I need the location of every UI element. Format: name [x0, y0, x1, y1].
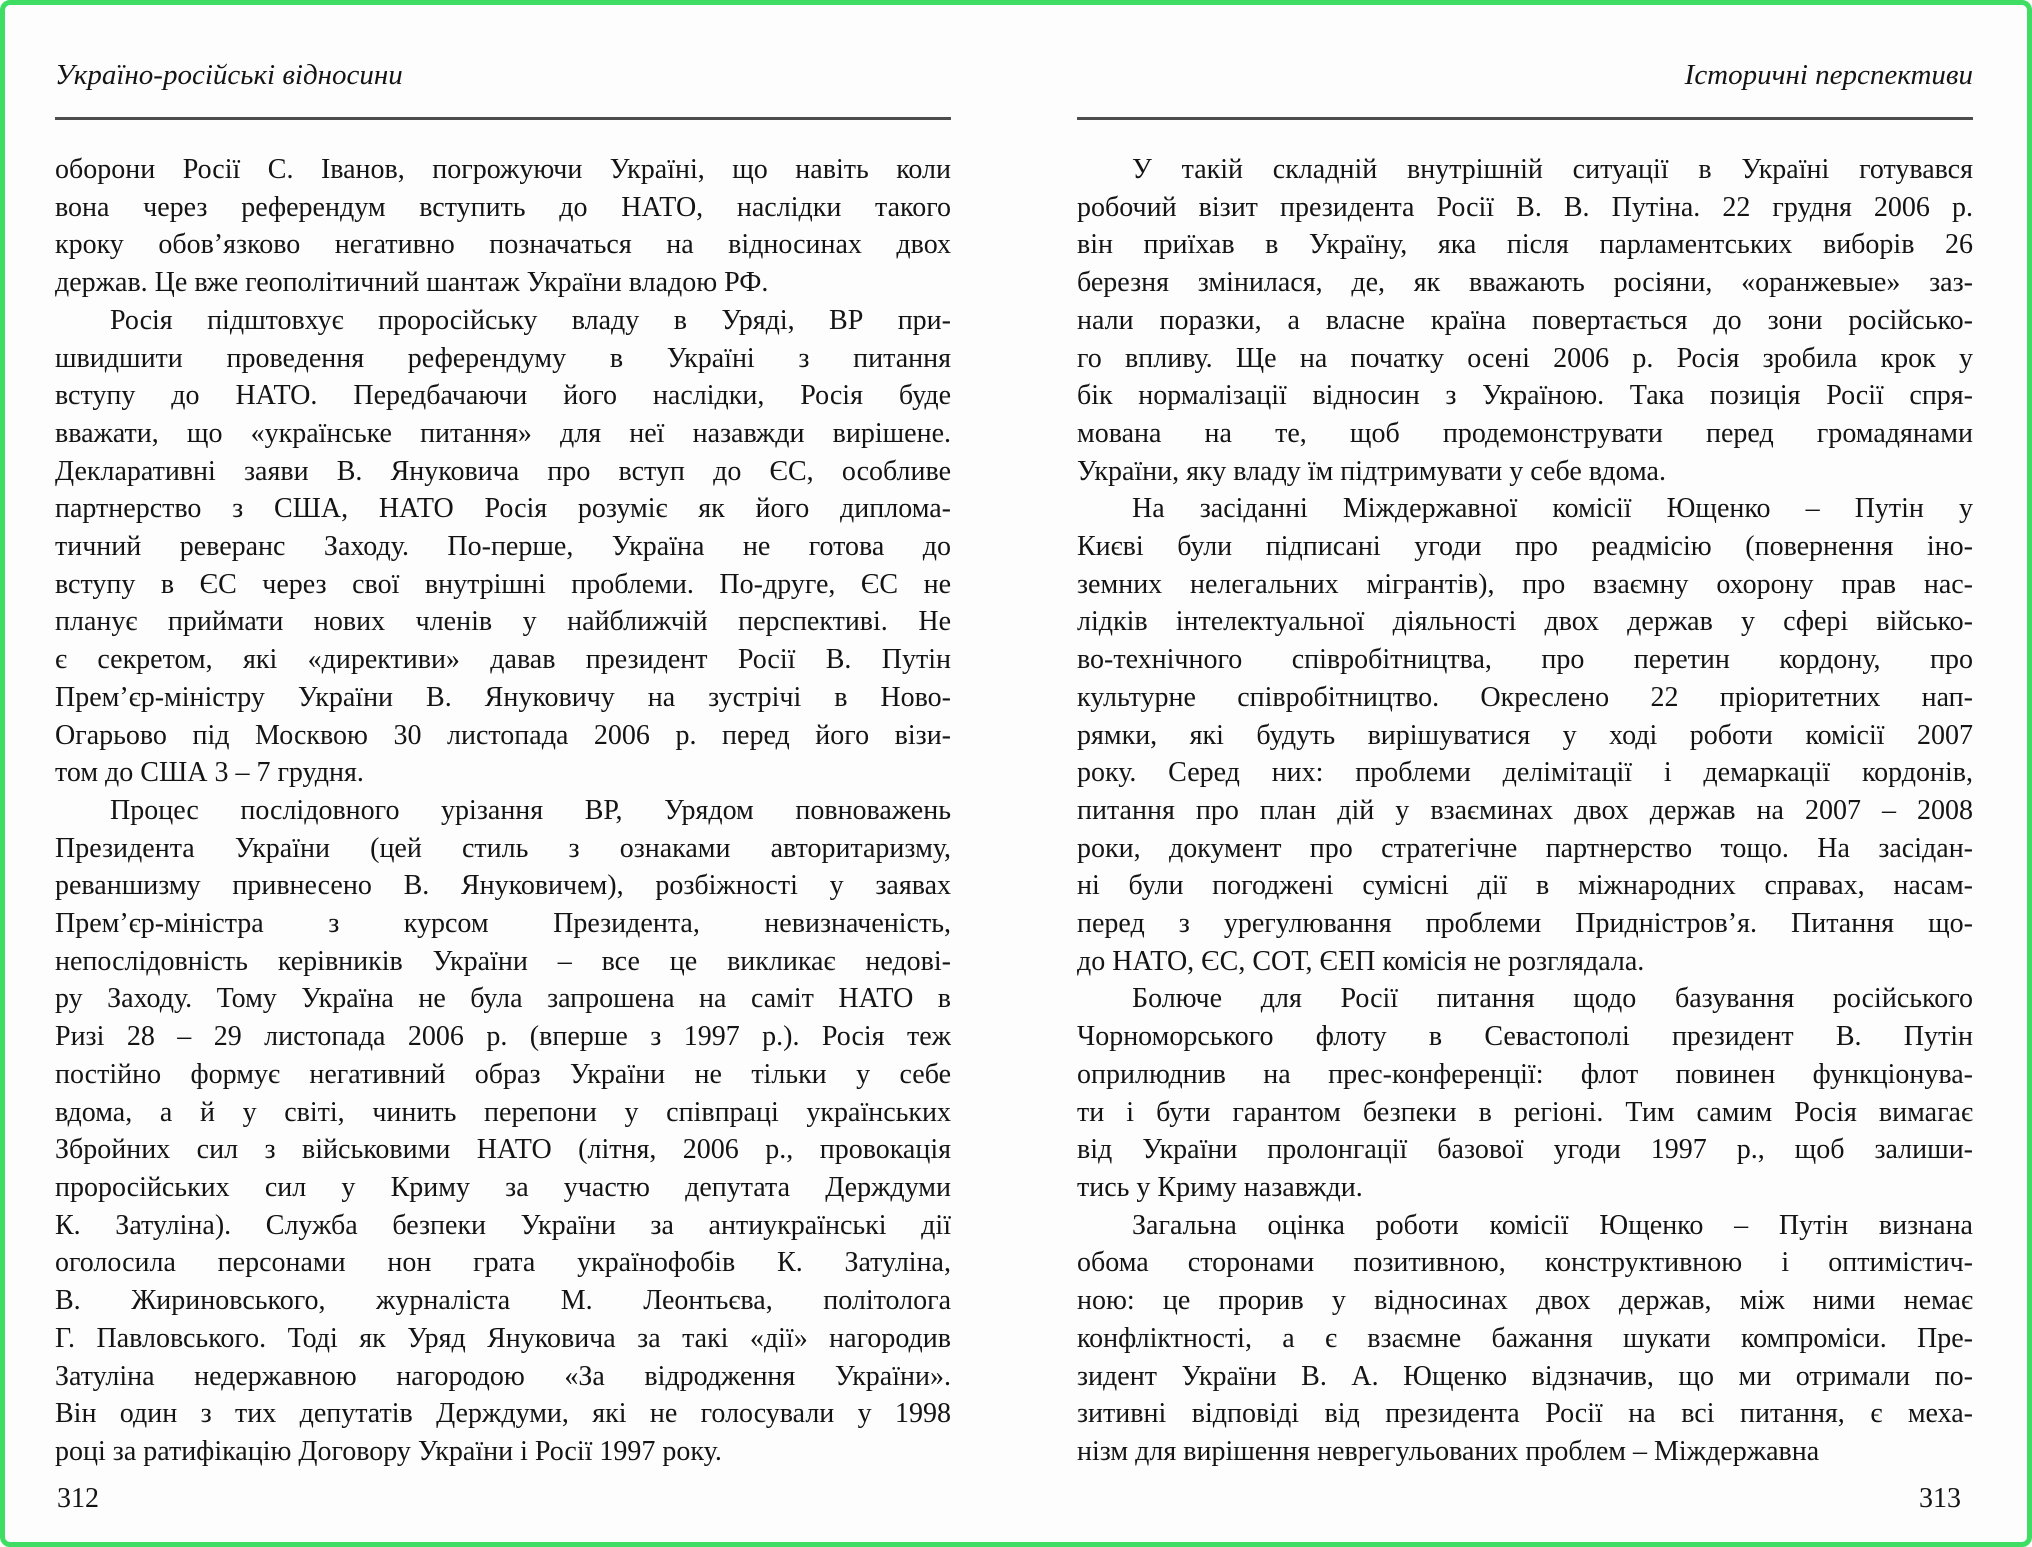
text-line: вона через референдум вступить до НАТО, наслідки такого	[55, 191, 951, 223]
text-line: Огарьово під Москвою 30 листопада 2006 р. перед його візи-	[55, 719, 951, 751]
paragraph	[1077, 151, 1973, 490]
text-line: держав. Це вже геополітичний шантаж України владою РФ.	[55, 267, 769, 299]
text-line: робочий візит президента Росії В. В. Путіна. 22 грудня 2006 р.	[1077, 191, 1973, 223]
text-line: На засіданні Міждержавної комісії Ющенко – Путін у	[1132, 493, 1973, 525]
paragraph	[55, 302, 951, 792]
text-line: нали поразки, а власне країна повертається до зони російсько-	[1077, 304, 1973, 336]
text-line: ру Заходу. Тому Україна не була запрошена на саміт НАТО в	[55, 983, 951, 1015]
text-line: вступу до НАТО. Передбачаючи його наслідки, Росія буде	[55, 380, 951, 412]
text-line: нізм для вирішення неврегульованих проблем – Міждержавна	[1077, 1435, 1820, 1467]
text-line: Процес послідовного урізання ВР, Урядом повноважень	[110, 794, 951, 826]
text-line: ні були погоджені сумісні дії в міжнародних справах, насам-	[1077, 870, 1973, 902]
text-line: проросійських сил у Криму за участю депутата Держдуми	[55, 1171, 951, 1203]
text-line: тичний реверанс Заходу. По-перше, Україна не готова до	[55, 531, 951, 563]
text-line: культурне співробітництво. Окреслено 22 пріоритетних нап-	[1077, 681, 1973, 713]
text-line: Ризі 28 – 29 листопада 2006 р. (вперше з 1997 р.). Росія теж	[55, 1021, 951, 1053]
header-rule-left	[55, 117, 951, 120]
text-line: оборони Росії С. Іванов, погрожуючи Україні, що навіть коли	[55, 154, 951, 185]
text-line: Прем’єр-міністра з курсом Президента, невизначеність,	[55, 908, 951, 940]
text-line: У такій складній внутрішній ситуації в Україні готувався	[1132, 154, 1973, 185]
text-line: К. Затуліна). Служба безпеки України за антиукраїнські дії	[55, 1209, 951, 1241]
left-page-body	[55, 151, 951, 1471]
page-number-left: 312	[57, 1483, 99, 1514]
text-line: року. Серед них: проблеми делімітації і демаркації кордонів,	[1077, 757, 1973, 789]
paragraph	[55, 151, 951, 302]
text-line: В. Жириновського, журналіста М. Леонтьєва, політолога	[55, 1285, 951, 1317]
running-header-right: Історичні перспективи	[1684, 59, 1973, 91]
text-line: України, яку владу їм підтримувати у себе вдома.	[1077, 455, 1666, 487]
right-page	[1077, 5, 1973, 1542]
text-line: ною: це прорив у відносинах двох держав, між ними немає	[1077, 1285, 1973, 1317]
text-line: вдома, а й у світі, чинить перепони у співпраці українських	[55, 1096, 951, 1128]
text-line: Декларативні заяви В. Януковича про вступ до ЄС, особливе	[55, 455, 951, 487]
text-line: вважати, що «українське питання» для неї назавжди вирішене.	[55, 417, 951, 449]
text-line: роки, документ про стратегічне партнерство тощо. На засідан-	[1077, 832, 1973, 864]
left-page	[55, 5, 951, 1542]
text-line: Прем’єр-міністру України В. Януковичу на зустрічі в Ново-	[55, 681, 951, 713]
text-line: конфліктності, а є взаємне бажання шукати компроміси. Пре-	[1077, 1322, 1973, 1354]
text-line: питання про план дій у взаєминах двох держав на 2007 – 2008	[1077, 794, 1973, 826]
text-line: планує приймати нових членів у найближчій перспективі. Не	[55, 606, 951, 638]
text-line: непослідовність керівників України – все це викликає недові-	[55, 945, 951, 977]
text-line: земних нелегальних мігрантів), про взаємну охорону прав нас-	[1077, 568, 1973, 600]
text-line: вступу в ЄС через свої внутрішні проблеми. По-друге, ЄС не	[55, 568, 951, 600]
running-header-left: Україно-російські відносини	[55, 59, 403, 91]
page-number-right: 313	[1919, 1483, 1961, 1514]
text-line: Він один з тих депутатів Держдуми, які не голосували у 1998	[55, 1398, 951, 1430]
text-line: ти і бути гарантом безпеки в регіоні. Тим самим Росія вимагає	[1077, 1096, 1973, 1128]
paragraph	[1077, 980, 1973, 1206]
text-line: Чорноморського флоту в Севастополі президент В. Путін	[1077, 1021, 1973, 1053]
text-line: зитивні відповіді від президента Росії на всі питання, є меха-	[1077, 1398, 1973, 1430]
text-line: березня змінилася, де, як вважають росіяни, «оранжевые» заз-	[1077, 267, 1973, 299]
text-line: є секретом, які «директиви» давав президент Росії В. Путін	[55, 644, 951, 676]
text-line: мована на те, щоб продемонструвати перед громадянами	[1077, 417, 1973, 449]
text-line: лідків інтелектуальної діяльності двох держав у сфері військо-	[1077, 606, 1973, 638]
text-line: во-технічного співробітництва, про перетин кордону, про	[1077, 644, 1973, 676]
header-rule-right	[1077, 117, 1973, 120]
text-line: Збройних сил з військовими НАТО (літня, 2006 р., провокація	[55, 1134, 951, 1166]
text-line: постійно формує негативний образ України не тільки у себе	[55, 1058, 951, 1090]
text-line: тись у Криму назавжди.	[1077, 1171, 1363, 1203]
text-line: том до США 3 – 7 грудня.	[55, 757, 364, 789]
text-line: Загальна оцінка роботи комісії Ющенко – Путін визнана	[1132, 1209, 1973, 1241]
text-line: кроку обов’язково негативно позначаться на відносинах двох	[55, 229, 951, 261]
text-line: швидшити проведення референдуму в Україні з питання	[55, 342, 951, 374]
text-line: оприлюднив на прес-конференції: флот повинен функціонува-	[1077, 1058, 1973, 1090]
text-line: Росія підштовхує проросійську владу в Уряді, ВР при-	[110, 304, 951, 336]
text-line: обома сторонами позитивною, конструктивною і оптимістич-	[1077, 1247, 1973, 1279]
paragraph	[55, 792, 951, 1471]
text-line: році за ратифікацію Договору України і Росії 1997 року.	[55, 1435, 722, 1467]
text-line: зидент України В. А. Ющенко відзначив, що ми отримали по-	[1077, 1360, 1973, 1392]
text-line: він приїхав в Україну, яка після парламентських виборів 26	[1077, 229, 1973, 261]
text-line: реваншизму привнесено В. Януковичем), розбіжності у заявах	[55, 870, 951, 902]
paragraph	[1077, 490, 1973, 980]
text-line: від України пролонгації базової угоди 1997 р., щоб залиши-	[1077, 1134, 1973, 1166]
text-line: Г. Павловського. Тоді як Уряд Януковича за такі «дії» нагородив	[55, 1322, 951, 1354]
text-line: партнерство з США, НАТО Росія розуміє як його диплома-	[55, 493, 951, 525]
text-line: Києві були підписані угоди про реадмісію (повернення іно-	[1077, 531, 1973, 563]
text-line: перед з урегулювання проблеми Придністров’я. Питання що-	[1077, 908, 1973, 940]
text-line: рямки, які будуть вирішуватися у ході роботи комісії 2007	[1077, 719, 1973, 751]
text-line: Болюче для Росії питання щодо базування російського	[1132, 983, 1973, 1015]
text-line: Затуліна недержавною нагородою «За відродження України».	[55, 1360, 951, 1392]
text-line: Президента України (цей стиль з ознаками авторитаризму,	[55, 832, 951, 864]
text-line: бік нормалізації відносин з Україною. Така позиція Росії спря-	[1077, 380, 1973, 412]
paragraph	[1077, 1207, 1973, 1471]
text-line: го впливу. Ще на початку осені 2006 р. Росія зробила крок у	[1077, 342, 1973, 374]
text-line: до НАТО, ЄС, СОТ, ЄЕП комісія не розглядала.	[1077, 945, 1645, 977]
text-line: оголосила персонами нон грата українофобів К. Затуліна,	[55, 1247, 951, 1279]
right-page-body	[1077, 151, 1973, 1471]
